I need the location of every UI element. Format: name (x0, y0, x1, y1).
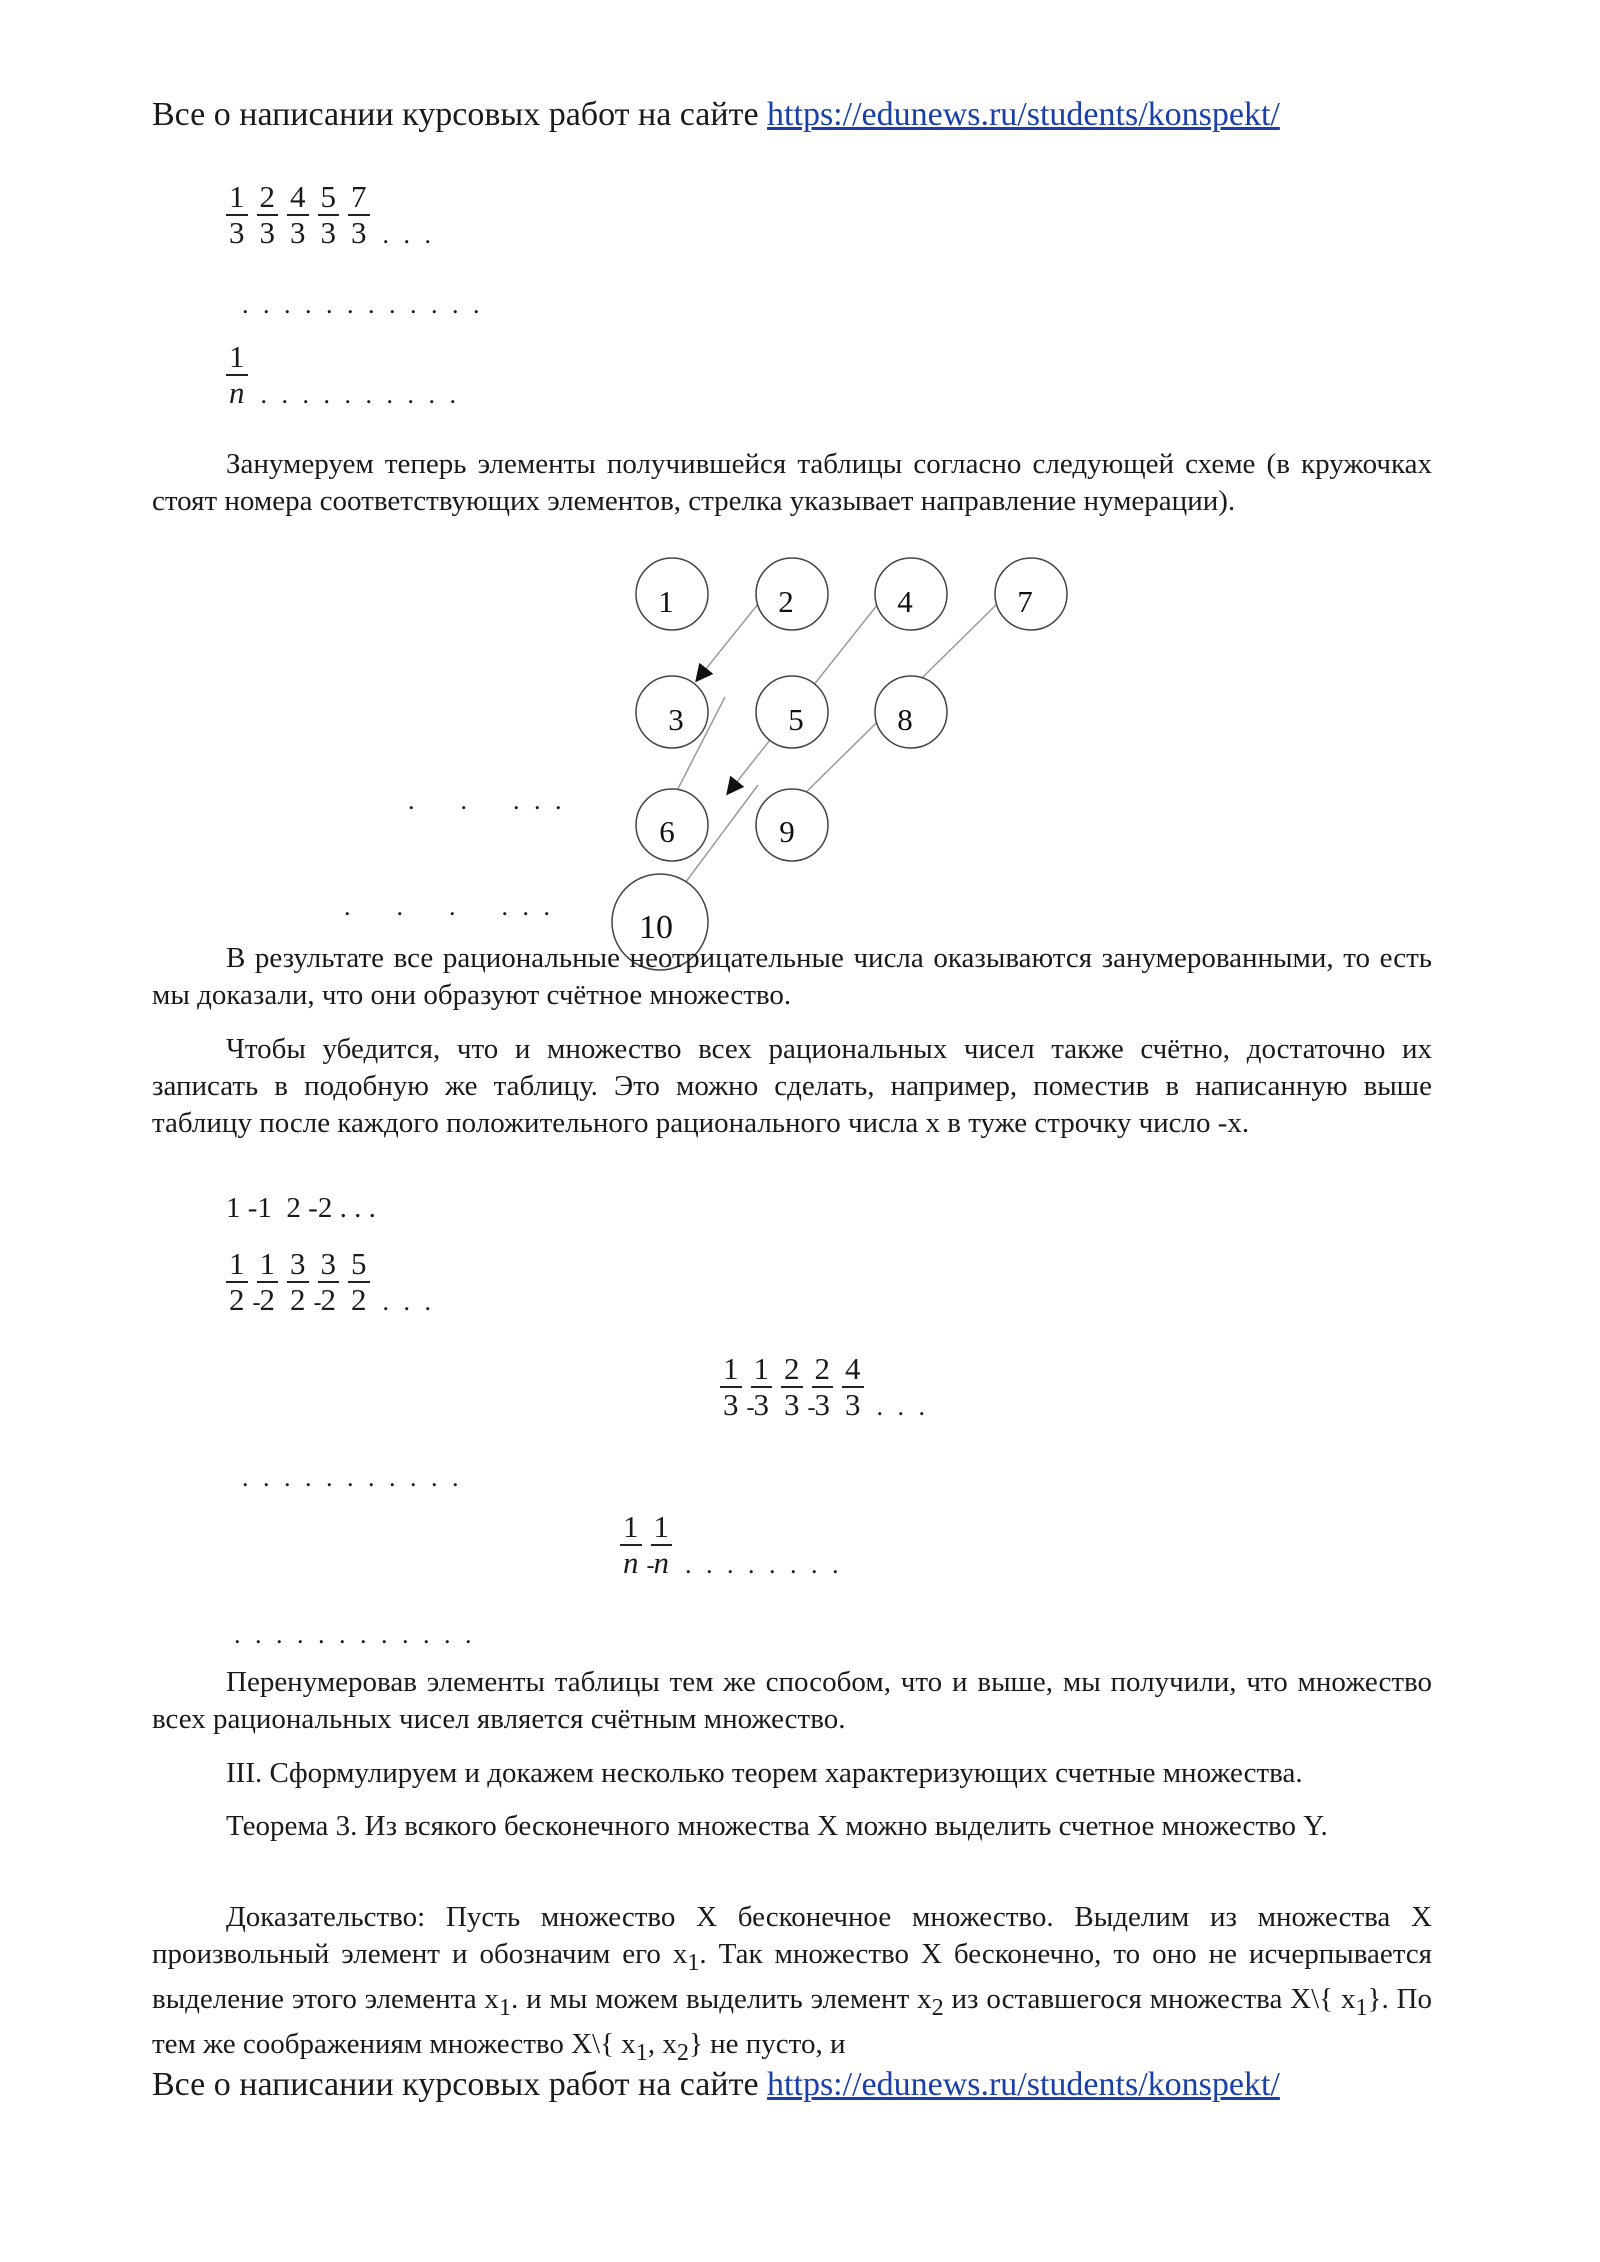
node-label: 8 (897, 702, 913, 737)
minus-sign: - (646, 1553, 655, 1579)
minus-sign: - (252, 1290, 261, 1316)
proof-paragraph: Доказательство: Пусть множество X бесконечное множество. Выделим из множества X произвольный элемент и обозначим его $x_1$. Так множество X бесконечно, то оно не исчерпывается выделение этого элемента $x_1$. и мы можем выделить элемент $x_2$ из оставшегося множества X\{ $x_1$}. По тем же соображениям множество X\{ $x_1$, $x_2$} не пусто, и (152, 1901, 1432, 2066)
fraction: $\frac{1}{n}$ (620, 1510, 642, 1580)
node-label: 1 (658, 584, 674, 619)
node-label: 9 (779, 814, 795, 849)
paragraph: Перенумеровав элементы таблицы тем же способом, что и выше, мы получили, что множество всех рациональных чисел является счётным множество. (152, 1666, 1432, 1735)
ellipsis-row: . . . . . . . . . . . . (242, 290, 484, 319)
fraction: $\frac{2}{3}$ (257, 180, 279, 250)
minus-sign: - (807, 1395, 816, 1421)
fraction-row-n-signed (620, 1510, 843, 1580)
page-footer (152, 2066, 1280, 2104)
fraction: $\frac{3}{2}$ (287, 1247, 309, 1317)
header-text: Все о написании курсовых работ на сайте (152, 96, 768, 133)
node-label: 6 (659, 814, 675, 849)
integer-row: 1 -1 2 -2 . . . (226, 1192, 376, 1224)
fraction: $\frac{4}{3}$ (287, 180, 309, 250)
fraction: $\frac{1}{3}$ (226, 180, 248, 250)
node-label: 4 (897, 584, 913, 619)
numbering-diagram (0, 0, 1600, 1000)
fraction-row-thirds-signed (720, 1352, 929, 1422)
fraction: $\frac{1}{2}$ (226, 1247, 248, 1317)
footer-text: Все о написании курсовых работ на сайте (152, 2066, 768, 2103)
fraction: $\frac{1}{3}$ (720, 1352, 742, 1422)
row-continuation-dots: . . . (876, 1392, 929, 1421)
theorem-statement: Теорема 3. Из всякого бесконечного множества X можно выделить счетное множество Y. (226, 1810, 1328, 1842)
row-continuation-dots: . . . . . . . . (685, 1550, 843, 1579)
fraction-row-halves (226, 1247, 435, 1317)
fraction: $\frac{1}{3}$ (751, 1352, 773, 1422)
paragraph: Занумеруем теперь элементы получившейся таблицы согласно следующей схеме (в кружочках стоят номера соответствующих элементов, стрелка указывает направление нумерации). (152, 448, 1432, 517)
minus-sign: - (313, 1290, 322, 1316)
fraction: $\frac{2}{3}$ (812, 1352, 834, 1422)
diagram-row-dots: . . . . . (408, 786, 566, 815)
row-continuation-dots: . . . (382, 220, 435, 249)
paragraph: Чтобы убедится, что и множество всех рациональных чисел также счётно, достаточно их записать в подобную же таблицу. Это можно сделать, например, поместив в написанную выше таблицу после каждого положительного рационального числа x в туже строчку число -x. (152, 1033, 1432, 1139)
node-label: 5 (788, 702, 804, 737)
node-label: 7 (1017, 584, 1033, 619)
fraction: $\frac{7}{3}$ (348, 180, 370, 250)
node-label: 10 (639, 909, 673, 946)
diagram-row-dots: . . . . . . (344, 892, 554, 921)
fraction: $\frac{5}{2}$ (348, 1247, 370, 1317)
ellipsis-row: . . . . . . . . . . . . (234, 1620, 476, 1649)
fraction: $\frac{3}{2}$ (318, 1247, 340, 1317)
minus-sign: - (746, 1395, 755, 1421)
header-link[interactable]: https://edunews.ru/students/konspekt/ (767, 96, 1280, 133)
footer-link[interactable]: https://edunews.ru/students/konspekt/ (767, 2066, 1280, 2103)
fraction: $\frac{2}{3}$ (781, 1352, 803, 1422)
node-label: 2 (778, 584, 794, 619)
fraction: $\frac{1}{2}$ (257, 1247, 279, 1317)
fraction: $\frac{1}{n}$ (651, 1510, 673, 1580)
row-continuation-dots: . . . . . . . . . . (260, 380, 460, 409)
paragraph: В результате все рациональные неотрицательные числа оказываются занумерованными, то есть мы доказали, что они образуют счётное множество. (152, 942, 1432, 1011)
node-label: 3 (668, 702, 684, 737)
fraction: $\frac{4}{3}$ (842, 1352, 864, 1422)
diagonal-arrow (697, 604, 758, 680)
row-continuation-dots: . . . (382, 1287, 435, 1316)
fraction: $\frac{1}{n}$ (226, 340, 248, 410)
section-heading: III. Сформулируем и докажем несколько теорем характеризующих счетные множества. (226, 1757, 1303, 1789)
ellipsis-row: . . . . . . . . . . . (242, 1463, 463, 1492)
fraction: $\frac{5}{3}$ (318, 180, 340, 250)
